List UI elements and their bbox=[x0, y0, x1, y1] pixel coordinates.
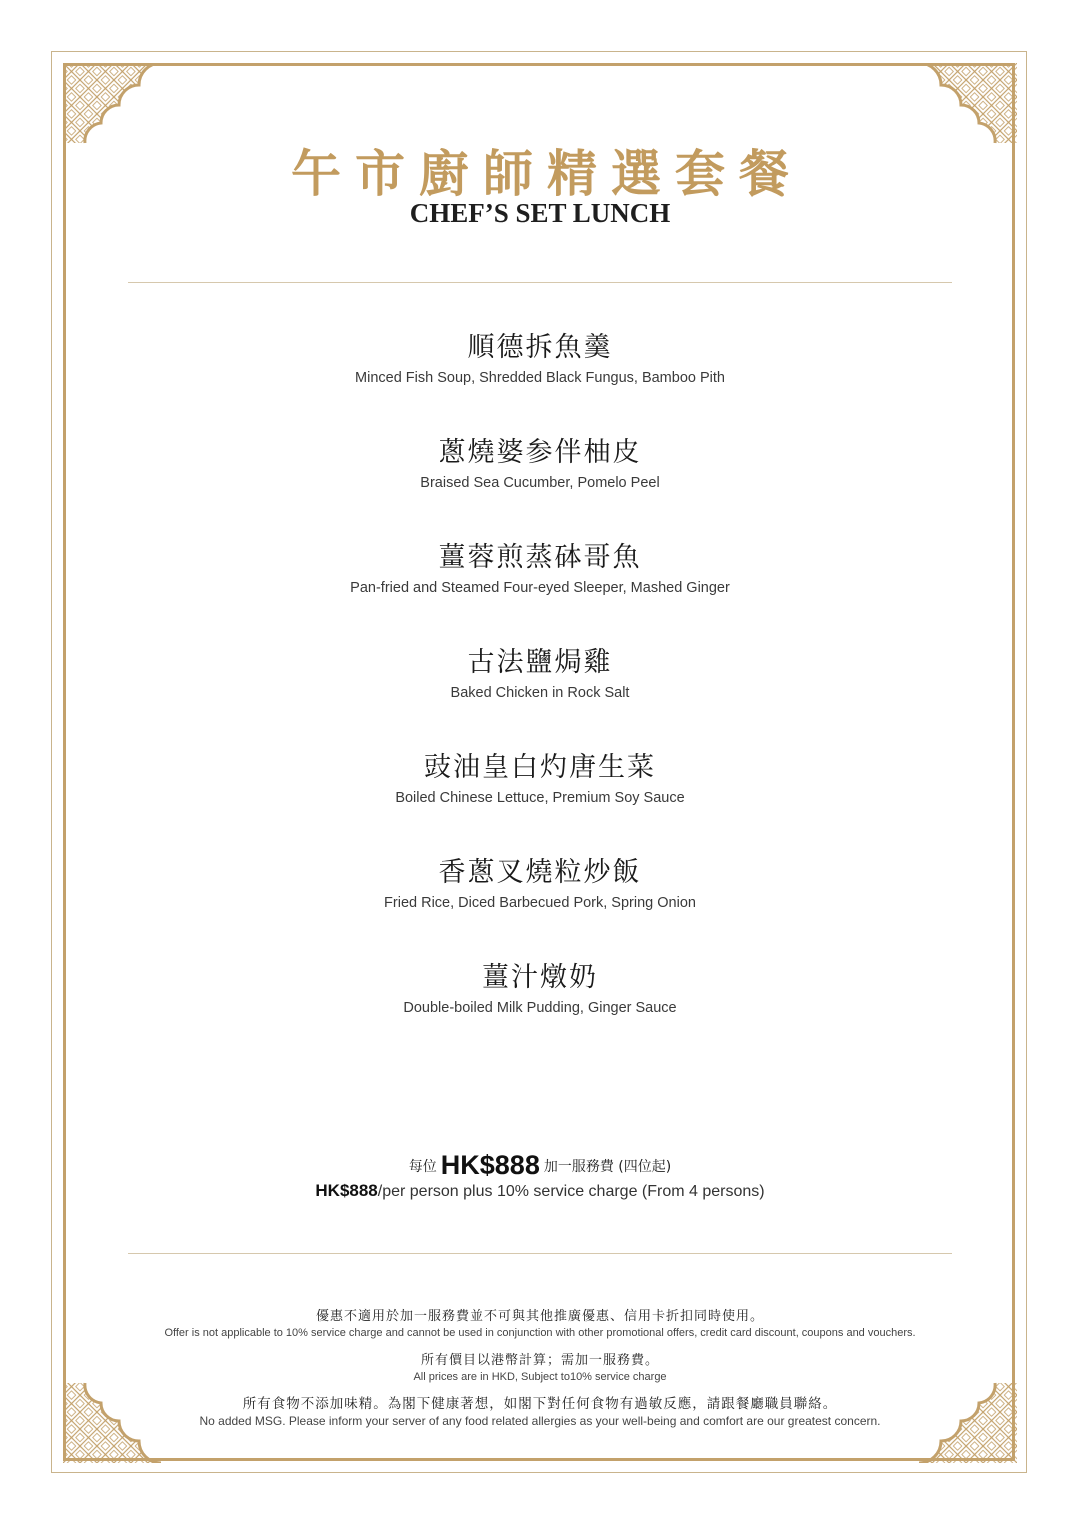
dish-name-chinese: 香蔥叉燒粒炒飯 bbox=[438, 857, 642, 888]
dish-name-english: Pan-fried and Steamed Four-eyed Sleeper, Mashed Ginger bbox=[350, 580, 730, 596]
dish-name-chinese: 豉油皇白灼唐生菜 bbox=[424, 752, 656, 783]
price-suffix-english: /per person plus 10% service charge (From 4 persons) bbox=[377, 1183, 765, 1200]
price-amount: HK$888 bbox=[440, 1150, 540, 1180]
dish-item bbox=[0, 853, 1080, 958]
note-english: All prices are in HKD, Subject to10% service charge bbox=[413, 1371, 667, 1383]
page-title-chinese: 午市廚師精選套餐 bbox=[291, 144, 803, 203]
corner-ornament-top-left bbox=[63, 63, 163, 145]
dish-item bbox=[0, 538, 1080, 643]
dish-item bbox=[0, 328, 1080, 433]
price-amount-english: HK$888 bbox=[315, 1181, 378, 1200]
note-chinese: 優惠不適用於加一服務費並不可與其他推廣優惠、信用卡折扣同時使用。 bbox=[315, 1309, 764, 1324]
dish-name-chinese: 蔥燒婆参伴柚皮 bbox=[438, 437, 642, 468]
dish-name-chinese: 古法鹽焗雞 bbox=[467, 647, 613, 678]
page-title-english: CHEF’S SET LUNCH bbox=[409, 198, 671, 228]
price-line-english bbox=[0, 1181, 1080, 1201]
notes-section bbox=[0, 1308, 1080, 1440]
note-item bbox=[0, 1352, 1080, 1385]
note-chinese: 所有價目以港幣計算；需加一服務費。 bbox=[420, 1353, 659, 1368]
note-english: No added MSG. Please inform your server of any food related allergies as your well-being and comfort are our greatest concern. bbox=[199, 1414, 881, 1428]
note-english: Offer is not applicable to 10% service charge and cannot be used in conjunction with other promotional offers, credit card discount, coupons and vouchers. bbox=[164, 1327, 916, 1339]
dish-name-chinese: 薑蓉煎蒸砵哥魚 bbox=[438, 542, 642, 573]
divider-bottom bbox=[128, 1253, 952, 1254]
price-line-chinese bbox=[0, 1150, 1080, 1181]
dish-item bbox=[0, 748, 1080, 853]
note-chinese: 所有食物不添加味精。為閣下健康著想，如閣下對任何食物有過敏反應，請跟餐廳職員聯絡。 bbox=[242, 1396, 838, 1412]
dish-name-english: Fried Rice, Diced Barbecued Pork, Spring Onion bbox=[384, 895, 696, 911]
dish-item bbox=[0, 958, 1080, 1063]
dish-item bbox=[0, 433, 1080, 538]
note-item bbox=[0, 1308, 1080, 1341]
dish-list bbox=[0, 328, 1080, 1063]
price-prefix: 每位 bbox=[408, 1159, 437, 1175]
divider-top bbox=[128, 282, 952, 283]
dish-name-chinese: 薑汁燉奶 bbox=[482, 962, 598, 993]
dish-name-english: Double-boiled Milk Pudding, Ginger Sauce bbox=[403, 1000, 677, 1016]
note-item bbox=[0, 1396, 1080, 1429]
price-suffix: 加一服務費 (四位起) bbox=[543, 1159, 672, 1175]
dish-name-english: Braised Sea Cucumber, Pomelo Peel bbox=[420, 475, 660, 491]
corner-ornament-top-right bbox=[917, 63, 1017, 145]
dish-name-english: Minced Fish Soup, Shredded Black Fungus, Bamboo Pith bbox=[355, 370, 725, 386]
dish-item bbox=[0, 643, 1080, 748]
dish-name-english: Baked Chicken in Rock Salt bbox=[450, 685, 630, 701]
dish-name-english: Boiled Chinese Lettuce, Premium Soy Sauce bbox=[395, 790, 685, 806]
dish-name-chinese: 順德拆魚羹 bbox=[467, 332, 613, 363]
